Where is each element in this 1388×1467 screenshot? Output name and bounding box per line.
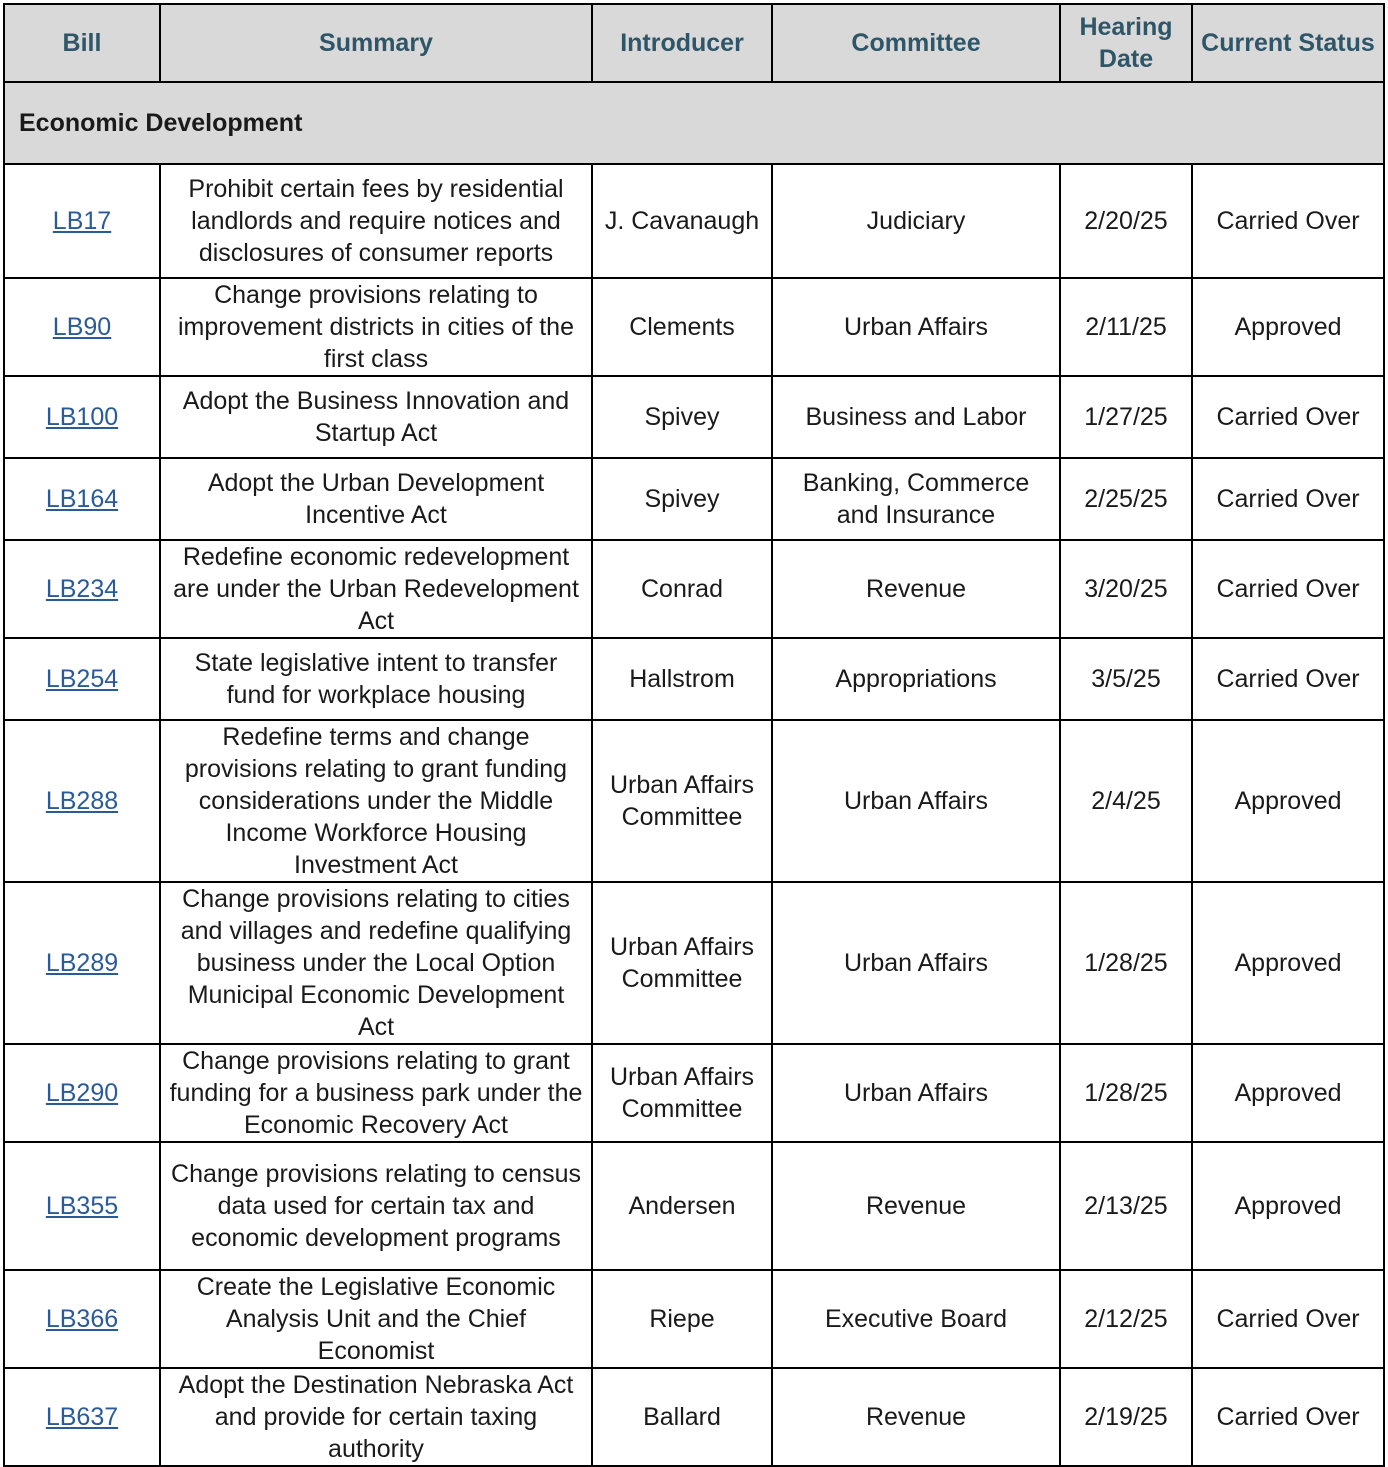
status-cell: Carried Over xyxy=(1192,638,1384,720)
header-current-status: Current Status xyxy=(1192,4,1384,82)
status-cell: Approved xyxy=(1192,278,1384,376)
introducer-cell: Spivey xyxy=(592,376,772,458)
bill-link[interactable]: LB637 xyxy=(45,1403,119,1431)
bill-link[interactable]: LB355 xyxy=(45,1192,119,1220)
introducer-cell: Conrad xyxy=(592,540,772,638)
bill-cell xyxy=(4,376,160,458)
committee-cell: Urban Affairs xyxy=(772,1044,1060,1142)
committee-cell: Urban Affairs xyxy=(772,882,1060,1044)
header-committee: Committee xyxy=(772,4,1060,82)
hearing-date-cell: 3/20/25 xyxy=(1060,540,1192,638)
committee-cell: Executive Board xyxy=(772,1270,1060,1368)
hearing-date-cell: 2/4/25 xyxy=(1060,720,1192,882)
bill-link[interactable]: LB289 xyxy=(45,949,119,977)
bill-cell xyxy=(4,882,160,1044)
bill-link[interactable]: LB288 xyxy=(45,787,119,815)
status-cell: Carried Over xyxy=(1192,1368,1384,1466)
summary-cell: Adopt the Urban Development Incentive Act xyxy=(160,458,592,540)
header-bill: Bill xyxy=(4,4,160,82)
hearing-date-cell: 2/19/25 xyxy=(1060,1368,1192,1466)
bill-cell xyxy=(4,1044,160,1142)
header-hearing-date: Hearing Date xyxy=(1060,4,1192,82)
introducer-cell: J. Cavanaugh xyxy=(592,164,772,278)
bill-cell xyxy=(4,164,160,278)
bill-cell xyxy=(4,458,160,540)
summary-cell: Change provisions relating to cities and villages and redefine qualifying business under the Local Option Municipal Economic Development Act xyxy=(160,882,592,1044)
summary-cell: Change provisions relating to improvement districts in cities of the first class xyxy=(160,278,592,376)
table-row xyxy=(4,1044,1384,1142)
committee-cell: Revenue xyxy=(772,540,1060,638)
hearing-date-cell: 3/5/25 xyxy=(1060,638,1192,720)
summary-cell: Redefine terms and change provisions relating to grant funding considerations under the Middle Income Workforce Housing Investment Act xyxy=(160,720,592,882)
introducer-cell: Urban Affairs Committee xyxy=(592,720,772,882)
status-cell: Approved xyxy=(1192,720,1384,882)
summary-cell: Adopt the Destination Nebraska Act and provide for certain taxing authority xyxy=(160,1368,592,1466)
status-cell: Carried Over xyxy=(1192,164,1384,278)
bill-cell xyxy=(4,540,160,638)
status-cell: Approved xyxy=(1192,882,1384,1044)
hearing-date-cell: 2/13/25 xyxy=(1060,1142,1192,1270)
status-cell: Carried Over xyxy=(1192,376,1384,458)
bill-link[interactable]: LB100 xyxy=(45,403,119,431)
introducer-cell: Andersen xyxy=(592,1142,772,1270)
summary-cell: Create the Legislative Economic Analysis Unit and the Chief Economist xyxy=(160,1270,592,1368)
hearing-date-cell: 1/28/25 xyxy=(1060,882,1192,1044)
table-row xyxy=(4,720,1384,882)
section-row xyxy=(4,82,1384,164)
table-row xyxy=(4,638,1384,720)
header-row xyxy=(4,4,1384,82)
introducer-cell: Urban Affairs Committee xyxy=(592,882,772,1044)
table-row xyxy=(4,540,1384,638)
table-row xyxy=(4,164,1384,278)
introducer-cell: Urban Affairs Committee xyxy=(592,1044,772,1142)
bill-link[interactable]: LB290 xyxy=(45,1079,119,1107)
table-row xyxy=(4,1142,1384,1270)
table-row xyxy=(4,458,1384,540)
bill-cell xyxy=(4,1270,160,1368)
hearing-date-cell: 2/20/25 xyxy=(1060,164,1192,278)
bill-cell xyxy=(4,720,160,882)
bill-link[interactable]: LB366 xyxy=(45,1305,119,1333)
bills-table xyxy=(3,3,1385,1467)
summary-cell: Redefine economic redevelopment are under the Urban Redevelopment Act xyxy=(160,540,592,638)
status-cell: Carried Over xyxy=(1192,1270,1384,1368)
committee-cell: Judiciary xyxy=(772,164,1060,278)
table-row xyxy=(4,1368,1384,1466)
bill-link[interactable]: LB17 xyxy=(52,207,112,235)
introducer-cell: Hallstrom xyxy=(592,638,772,720)
section-title: Economic Development xyxy=(4,82,1384,164)
bill-link[interactable]: LB254 xyxy=(45,665,119,693)
bill-link[interactable]: LB90 xyxy=(52,313,112,341)
bill-cell xyxy=(4,278,160,376)
status-cell: Approved xyxy=(1192,1044,1384,1142)
committee-cell: Appropriations xyxy=(772,638,1060,720)
bill-link[interactable]: LB164 xyxy=(45,485,119,513)
bill-cell xyxy=(4,1142,160,1270)
summary-cell: Change provisions relating to grant funding for a business park under the Economic Recovery Act xyxy=(160,1044,592,1142)
introducer-cell: Ballard xyxy=(592,1368,772,1466)
header-introducer: Introducer xyxy=(592,4,772,82)
table-row xyxy=(4,278,1384,376)
bill-link[interactable]: LB234 xyxy=(45,575,119,603)
summary-cell: Adopt the Business Innovation and Startup Act xyxy=(160,376,592,458)
committee-cell: Urban Affairs xyxy=(772,278,1060,376)
committee-cell: Banking, Commerce and Insurance xyxy=(772,458,1060,540)
introducer-cell: Clements xyxy=(592,278,772,376)
hearing-date-cell: 2/11/25 xyxy=(1060,278,1192,376)
bill-cell xyxy=(4,638,160,720)
summary-cell: Change provisions relating to census data used for certain tax and economic development programs xyxy=(160,1142,592,1270)
committee-cell: Revenue xyxy=(772,1368,1060,1466)
bill-cell xyxy=(4,1368,160,1466)
table-row xyxy=(4,376,1384,458)
summary-cell: Prohibit certain fees by residential landlords and require notices and disclosures of consumer reports xyxy=(160,164,592,278)
status-cell: Carried Over xyxy=(1192,458,1384,540)
committee-cell: Urban Affairs xyxy=(772,720,1060,882)
hearing-date-cell: 2/25/25 xyxy=(1060,458,1192,540)
committee-cell: Business and Labor xyxy=(772,376,1060,458)
introducer-cell: Spivey xyxy=(592,458,772,540)
committee-cell: Revenue xyxy=(772,1142,1060,1270)
hearing-date-cell: 1/28/25 xyxy=(1060,1044,1192,1142)
status-cell: Approved xyxy=(1192,1142,1384,1270)
hearing-date-cell: 2/12/25 xyxy=(1060,1270,1192,1368)
summary-cell: State legislative intent to transfer fund for workplace housing xyxy=(160,638,592,720)
header-summary: Summary xyxy=(160,4,592,82)
table-row xyxy=(4,1270,1384,1368)
status-cell: Carried Over xyxy=(1192,540,1384,638)
table-row xyxy=(4,882,1384,1044)
hearing-date-cell: 1/27/25 xyxy=(1060,376,1192,458)
introducer-cell: Riepe xyxy=(592,1270,772,1368)
